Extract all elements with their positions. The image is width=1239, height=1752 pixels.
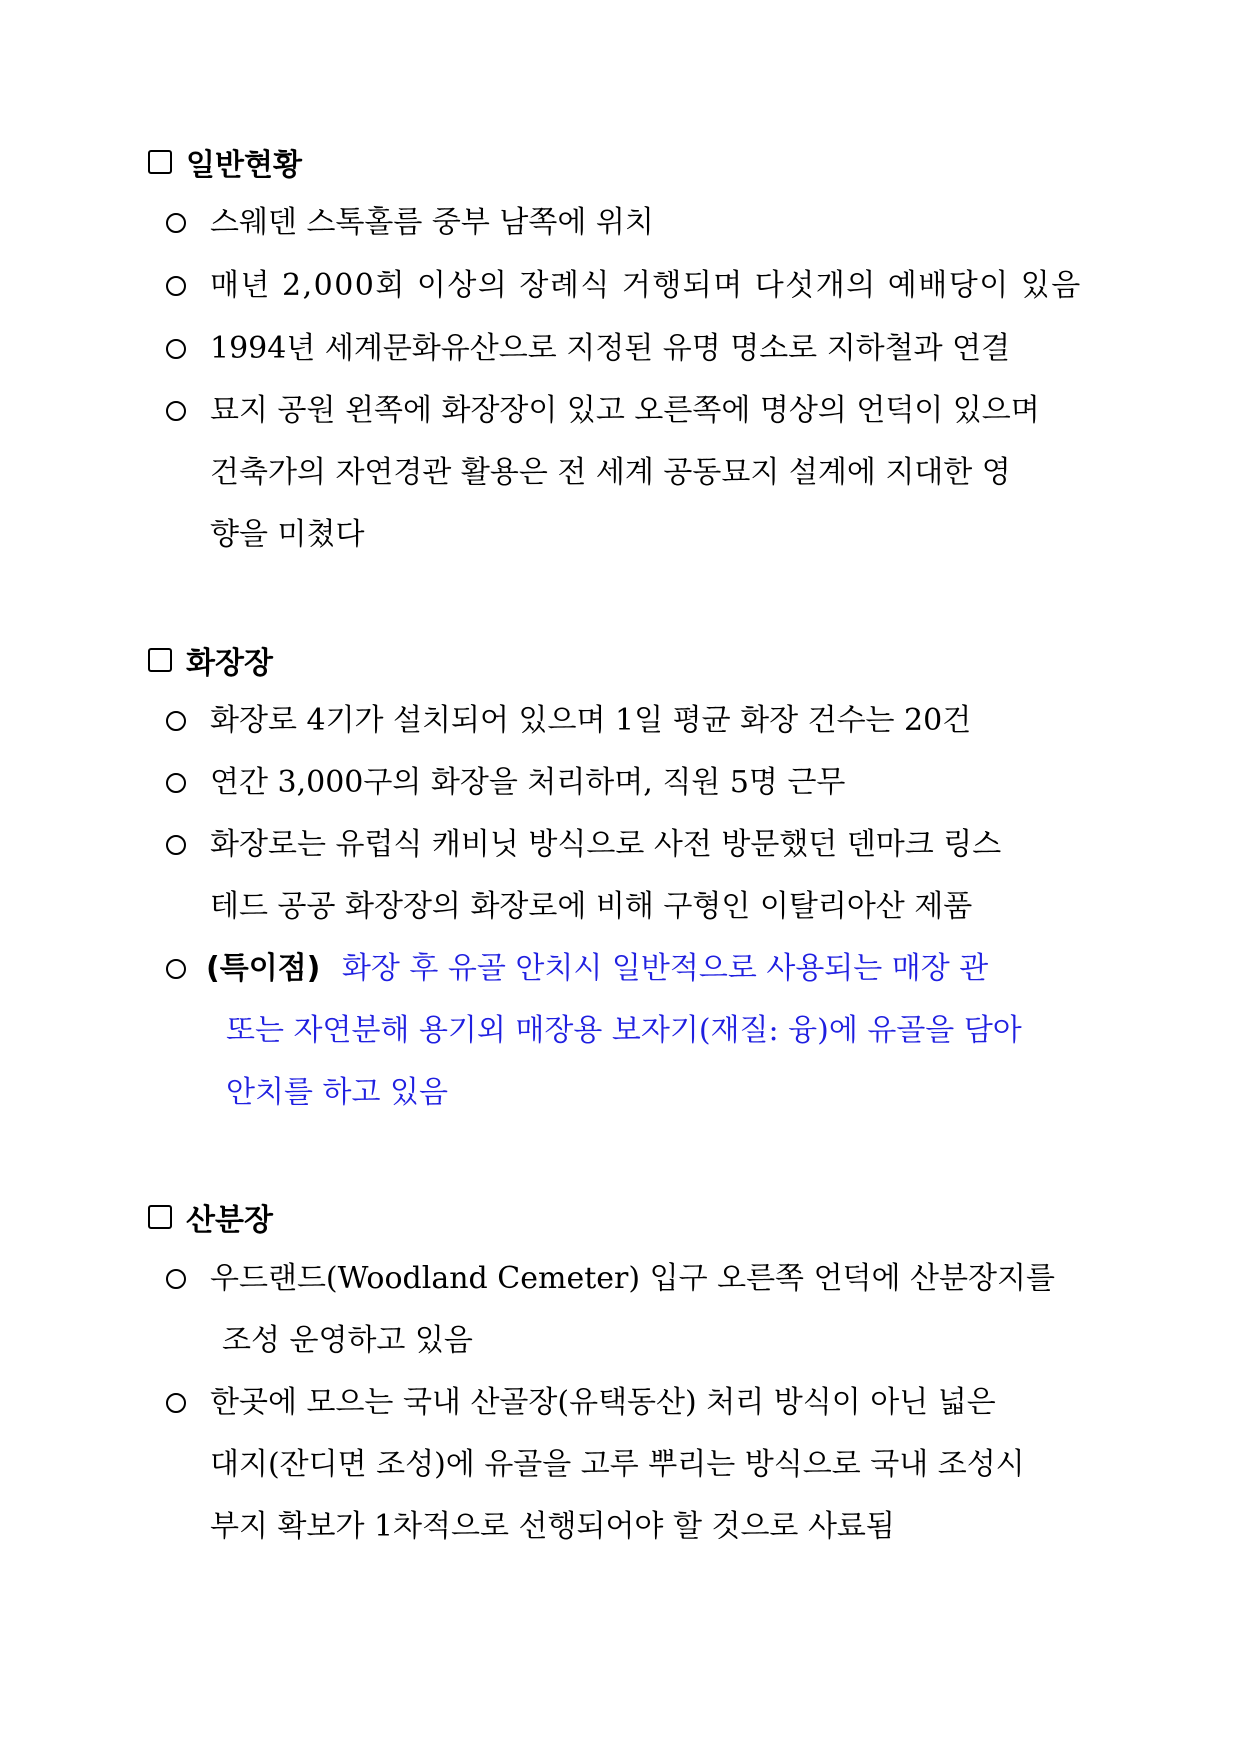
list-item: 연간 3,000구의 화장을 처리하며, 직원 5명 근무: [210, 765, 846, 800]
section-header-scattering: [148, 1197, 273, 1237]
list-item: 스웨덴 스톡홀름 중부 남쪽에 위치: [210, 205, 654, 240]
circle-bullet-icon: [166, 835, 186, 855]
list-item-line: 대지(잔디면 조성)에 유골을 고루 뿌리는 방식으로 국내 조성시: [210, 1447, 1025, 1482]
section-header-crematorium: [148, 640, 273, 680]
circle-bullet-icon: [166, 1269, 186, 1289]
section-header-general: [148, 142, 302, 182]
list-item-line: 화장로는 유럽식 캐비닛 방식으로 사전 방문했던 덴마크 링스: [210, 827, 1002, 862]
special-note-text: 또는 자연분해 용기외 매장용 보자기(재질: 융)에 유골을 담아: [226, 1013, 1022, 1048]
section-title: 화장장: [186, 646, 273, 681]
list-item-label: [206, 949, 988, 989]
checkbox-icon: [148, 150, 172, 174]
circle-bullet-icon: [166, 401, 186, 421]
list-item-line: 묘지 공원 왼쪽에 화장장이 있고 오른쪽에 명상의 언덕이 있으며: [210, 393, 1040, 428]
list-item-line: 건축가의 자연경관 활용은 전 세계 공동묘지 설계에 지대한 영: [210, 455, 1011, 490]
list-item: 1994년 세계문화유산으로 지정된 유명 명소로 지하철과 연결: [210, 331, 1011, 366]
special-note-text: 화장 후 유골 안치시 일반적으로 사용되는 매장 관: [341, 951, 989, 986]
list-item-line: 테드 공공 화장장의 화장로에 비해 구형인 이탈리아산 제품: [210, 889, 973, 924]
circle-bullet-icon: [166, 213, 186, 233]
special-note-label: (특이점): [206, 951, 321, 986]
circle-bullet-icon: [166, 339, 186, 359]
circle-bullet-icon: [166, 276, 186, 296]
list-item-line: 한곳에 모으는 국내 산골장(유택동산) 처리 방식이 아닌 넓은: [210, 1385, 996, 1420]
list-item-line: 조성 운영하고 있음: [222, 1323, 473, 1358]
circle-bullet-icon: [166, 773, 186, 793]
section-title: 일반현황: [186, 148, 302, 183]
circle-bullet-icon: [166, 1393, 186, 1413]
list-item-line: 부지 확보가 1차적으로 선행되어야 할 것으로 사료됨: [210, 1509, 895, 1544]
circle-bullet-icon: [166, 711, 186, 731]
section-title: 산분장: [186, 1203, 273, 1238]
circle-bullet-icon: [166, 959, 186, 979]
list-item: 매년 2,000회 이상의 장례식 거행되며 다섯개의 예배당이 있음: [210, 268, 1082, 303]
list-item-line: 우드랜드(Woodland Cemeter) 입구 오른쪽 언덕에 산분장지를: [210, 1261, 1055, 1296]
list-item-line: 향을 미쳤다: [210, 517, 365, 552]
list-item: 화장로 4기가 설치되어 있으며 1일 평균 화장 건수는 20건: [210, 703, 972, 738]
checkbox-icon: [148, 1205, 172, 1229]
special-note-text: 안치를 하고 있음: [226, 1075, 448, 1110]
checkbox-icon: [148, 648, 172, 672]
